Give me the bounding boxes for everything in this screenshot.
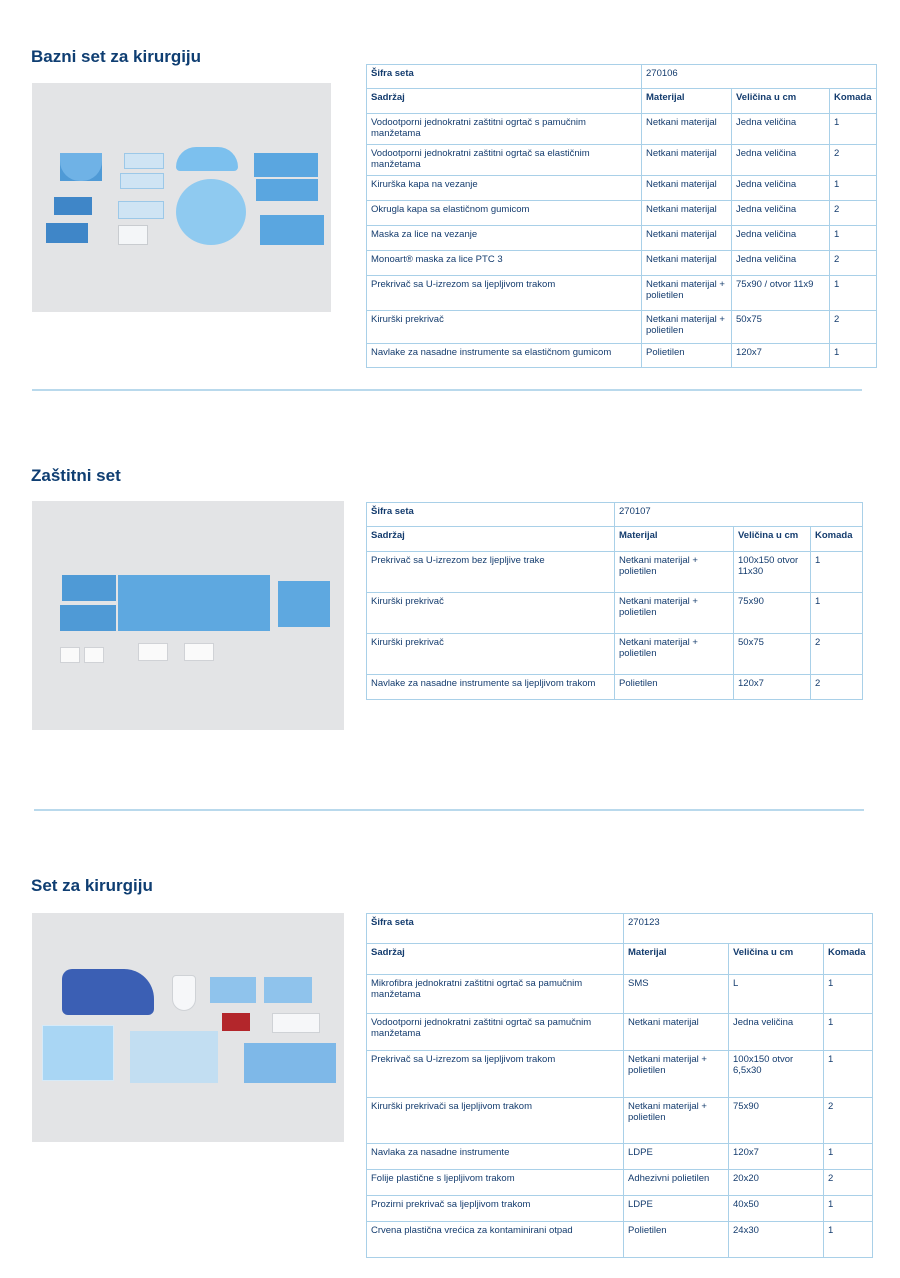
table-cell: Netkani materijal bbox=[642, 225, 732, 250]
column-header: Komada bbox=[811, 527, 863, 552]
u-drape-icon bbox=[130, 1031, 218, 1083]
drape-package-icon bbox=[46, 223, 88, 243]
table-cell: Netkani materijal + polietilen bbox=[642, 310, 732, 343]
table-cell: Crvena plastična vrećica za kontaminirani otpad bbox=[367, 1222, 624, 1258]
set-code-label: Šifra seta bbox=[367, 65, 642, 89]
table-cell: Jedna veličina bbox=[729, 1014, 824, 1051]
table-cell: Netkani materijal + polietilen bbox=[615, 593, 734, 634]
table-cell: 1 bbox=[830, 275, 877, 310]
product-photo-protective-set bbox=[32, 501, 344, 730]
table-cell: Prekrivač sa U-izrezom sa ljepljivom trakom bbox=[367, 275, 642, 310]
table-cell: 1 bbox=[830, 343, 877, 367]
table-row bbox=[367, 503, 863, 527]
section-title-basic-set: Bazni set za kirurgiju bbox=[31, 47, 202, 66]
table-cell: LDPE bbox=[624, 1144, 729, 1170]
table-cell: Polietilen bbox=[615, 675, 734, 700]
table-row bbox=[367, 1170, 873, 1196]
table-header-row bbox=[367, 89, 877, 114]
spec-table-surgery-set bbox=[366, 913, 873, 1258]
cover-package-icon bbox=[60, 647, 80, 663]
table-row bbox=[367, 114, 877, 145]
set-code-label: Šifra seta bbox=[367, 503, 615, 527]
table-cell: Mikrofibra jednokratni zaštitni ogrtač sa pamučnim manžetama bbox=[367, 975, 624, 1014]
table-row bbox=[367, 65, 877, 89]
section-title-protective-set: Zaštitni set bbox=[31, 466, 121, 485]
table-cell: 40x50 bbox=[729, 1196, 824, 1222]
table-row bbox=[367, 200, 877, 225]
table-cell: Jedna veličina bbox=[732, 144, 830, 175]
column-header: Sadržaj bbox=[367, 89, 642, 114]
table-row bbox=[367, 250, 877, 275]
table-cell: Adhezivni polietilen bbox=[624, 1170, 729, 1196]
table-cell: Vodootporni jednokratni zaštitni ogrtač sa elastičnim manžetama bbox=[367, 144, 642, 175]
transparent-drape-icon bbox=[42, 1025, 114, 1081]
table-row bbox=[367, 1051, 873, 1098]
table-cell: Vodootporni jednokratni zaštitni ogrtač sa pamučnim manžetama bbox=[367, 1014, 624, 1051]
set-code-value: 270123 bbox=[624, 914, 873, 944]
product-photo-basic-set bbox=[32, 83, 331, 312]
drape-package-icon bbox=[62, 575, 116, 601]
mask-icon bbox=[118, 201, 164, 219]
table-cell: Netkani materijal + polietilen bbox=[615, 552, 734, 593]
table-row bbox=[367, 634, 863, 675]
spec-table-basic-set bbox=[366, 64, 877, 368]
table-cell: 100x150 otvor 11x30 bbox=[734, 552, 811, 593]
table-cell: 20x20 bbox=[729, 1170, 824, 1196]
table-cell: 2 bbox=[811, 634, 863, 675]
drape-package-icon bbox=[264, 977, 312, 1003]
table-cell: Polietilen bbox=[624, 1222, 729, 1258]
table-cell: Netkani materijal + polietilen bbox=[642, 275, 732, 310]
table-cell: Netkani materijal + polietilen bbox=[624, 1051, 729, 1098]
table-cell: 1 bbox=[824, 1014, 873, 1051]
table-cell: 120x7 bbox=[734, 675, 811, 700]
table-cell: Netkani materijal bbox=[642, 175, 732, 200]
table-cell: 1 bbox=[824, 975, 873, 1014]
table-cell: Jedna veličina bbox=[732, 175, 830, 200]
table-cell: 1 bbox=[811, 593, 863, 634]
table-header-row bbox=[367, 944, 873, 975]
table-cell: Netkani materijal bbox=[642, 250, 732, 275]
table-cell: Kirurški prekrivači sa ljepljivom trakom bbox=[367, 1098, 624, 1144]
drape-package-icon bbox=[210, 977, 256, 1003]
table-cell: 50x75 bbox=[732, 310, 830, 343]
set-code-label: Šifra seta bbox=[367, 914, 624, 944]
waste-bag-icon bbox=[222, 1013, 250, 1031]
section-title-surgery-set: Set za kirurgiju bbox=[31, 876, 153, 895]
table-cell: Netkani materijal bbox=[642, 200, 732, 225]
table-cell: Prekrivač sa U-izrezom sa ljepljivom trakom bbox=[367, 1051, 624, 1098]
table-cell: Netkani materijal + polietilen bbox=[615, 634, 734, 675]
table-cell: Netkani materijal bbox=[624, 1014, 729, 1051]
table-cell: 24x30 bbox=[729, 1222, 824, 1258]
table-row bbox=[367, 275, 877, 310]
table-cell: 100x150 otvor 6,5x30 bbox=[729, 1051, 824, 1098]
table-row bbox=[367, 975, 873, 1014]
column-header: Materijal bbox=[642, 89, 732, 114]
table-cell: 75x90 / otvor 11x9 bbox=[732, 275, 830, 310]
table-cell: 120x7 bbox=[732, 343, 830, 367]
cover-package-icon bbox=[172, 975, 196, 1011]
drape-package-icon bbox=[60, 605, 116, 631]
table-row bbox=[367, 1222, 873, 1258]
spec-table-protective-set bbox=[366, 502, 863, 700]
table-cell: 75x90 bbox=[734, 593, 811, 634]
section-divider bbox=[32, 389, 862, 391]
table-cell: 120x7 bbox=[729, 1144, 824, 1170]
table-row bbox=[367, 144, 877, 175]
table-row bbox=[367, 175, 877, 200]
table-cell: Kirurški prekrivač bbox=[367, 310, 642, 343]
table-cell: 50x75 bbox=[734, 634, 811, 675]
table-cell: Monoart® maska za lice PTC 3 bbox=[367, 250, 642, 275]
table-cell: 2 bbox=[830, 250, 877, 275]
column-header: Komada bbox=[830, 89, 877, 114]
table-row bbox=[367, 1098, 873, 1144]
table-header-row bbox=[367, 527, 863, 552]
column-header: Materijal bbox=[624, 944, 729, 975]
table-cell: Kirurška kapa na vezanje bbox=[367, 175, 642, 200]
table-row bbox=[367, 1144, 873, 1170]
table-cell: Okrugla kapa sa elastičnom gumicom bbox=[367, 200, 642, 225]
table-cell: 2 bbox=[824, 1170, 873, 1196]
column-header: Veličina u cm bbox=[734, 527, 811, 552]
gown-package-icon bbox=[256, 179, 318, 201]
cover-package-icon bbox=[184, 643, 214, 661]
u-drape-icon bbox=[118, 575, 270, 631]
table-row bbox=[367, 675, 863, 700]
table-cell: 2 bbox=[830, 310, 877, 343]
table-cell: 2 bbox=[830, 200, 877, 225]
table-row bbox=[367, 343, 877, 367]
table-cell: LDPE bbox=[624, 1196, 729, 1222]
table-cell: Folije plastične s ljepljivom trakom bbox=[367, 1170, 624, 1196]
table-cell: Jedna veličina bbox=[732, 114, 830, 145]
column-header: Sadržaj bbox=[367, 944, 624, 975]
cap-icon bbox=[176, 147, 238, 171]
table-cell: Navlake za nasadne instrumente sa ljepljivom trakom bbox=[367, 675, 615, 700]
table-cell: 1 bbox=[824, 1144, 873, 1170]
table-cell: 1 bbox=[830, 114, 877, 145]
set-code-value: 270107 bbox=[615, 503, 863, 527]
cover-package-icon bbox=[118, 225, 148, 245]
mask-icon bbox=[124, 153, 164, 169]
table-cell: Netkani materijal + polietilen bbox=[624, 1098, 729, 1144]
drape-package-icon bbox=[278, 581, 330, 627]
table-cell: Kirurški prekrivač bbox=[367, 593, 615, 634]
table-cell: 1 bbox=[824, 1051, 873, 1098]
table-cell: Netkani materijal bbox=[642, 144, 732, 175]
cover-package-icon bbox=[84, 647, 104, 663]
column-header: Komada bbox=[824, 944, 873, 975]
table-row bbox=[367, 310, 877, 343]
table-cell: 2 bbox=[830, 144, 877, 175]
drape-package-icon bbox=[260, 215, 324, 245]
gown-icon bbox=[62, 969, 154, 1015]
table-row bbox=[367, 225, 877, 250]
table-cell: 1 bbox=[824, 1196, 873, 1222]
table-cell: Maska za lice na vezanje bbox=[367, 225, 642, 250]
product-photo-surgery-set bbox=[32, 913, 344, 1142]
mask-icon bbox=[120, 173, 164, 189]
table-cell: 1 bbox=[811, 552, 863, 593]
table-cell: Jedna veličina bbox=[732, 225, 830, 250]
drape-package-icon bbox=[54, 197, 92, 215]
table-row bbox=[367, 914, 873, 944]
column-header: Veličina u cm bbox=[729, 944, 824, 975]
table-cell: 2 bbox=[824, 1098, 873, 1144]
table-cell: Netkani materijal bbox=[642, 114, 732, 145]
column-header: Veličina u cm bbox=[732, 89, 830, 114]
table-row bbox=[367, 552, 863, 593]
column-header: Materijal bbox=[615, 527, 734, 552]
table-cell: Vodootporni jednokratni zaštitni ogrtač s pamučnim manžetama bbox=[367, 114, 642, 145]
table-cell: Polietilen bbox=[642, 343, 732, 367]
cover-package-icon bbox=[272, 1013, 320, 1033]
table-cell: Jedna veličina bbox=[732, 200, 830, 225]
gown-package-icon bbox=[254, 153, 318, 177]
table-cell: SMS bbox=[624, 975, 729, 1014]
table-cell: Prozirni prekrivač sa ljepljivom trakom bbox=[367, 1196, 624, 1222]
table-cell: Kirurški prekrivač bbox=[367, 634, 615, 675]
table-cell: Navlaka za nasadne instrumente bbox=[367, 1144, 624, 1170]
table-row bbox=[367, 593, 863, 634]
drape-package-icon bbox=[244, 1043, 336, 1083]
table-row bbox=[367, 1014, 873, 1051]
table-cell: Navlake za nasadne instrumente sa elastičnom gumicom bbox=[367, 343, 642, 367]
set-code-value: 270106 bbox=[642, 65, 877, 89]
column-header: Sadržaj bbox=[367, 527, 615, 552]
table-cell: 1 bbox=[824, 1222, 873, 1258]
section-divider bbox=[34, 809, 864, 811]
table-cell: L bbox=[729, 975, 824, 1014]
table-cell: 1 bbox=[830, 225, 877, 250]
table-cell: Jedna veličina bbox=[732, 250, 830, 275]
table-cell: 75x90 bbox=[729, 1098, 824, 1144]
table-cell: 2 bbox=[811, 675, 863, 700]
table-cell: 1 bbox=[830, 175, 877, 200]
table-row bbox=[367, 1196, 873, 1222]
table-cell: Prekrivač sa U-izrezom bez ljepljive trake bbox=[367, 552, 615, 593]
round-cap-icon bbox=[176, 179, 246, 245]
cover-package-icon bbox=[138, 643, 168, 661]
